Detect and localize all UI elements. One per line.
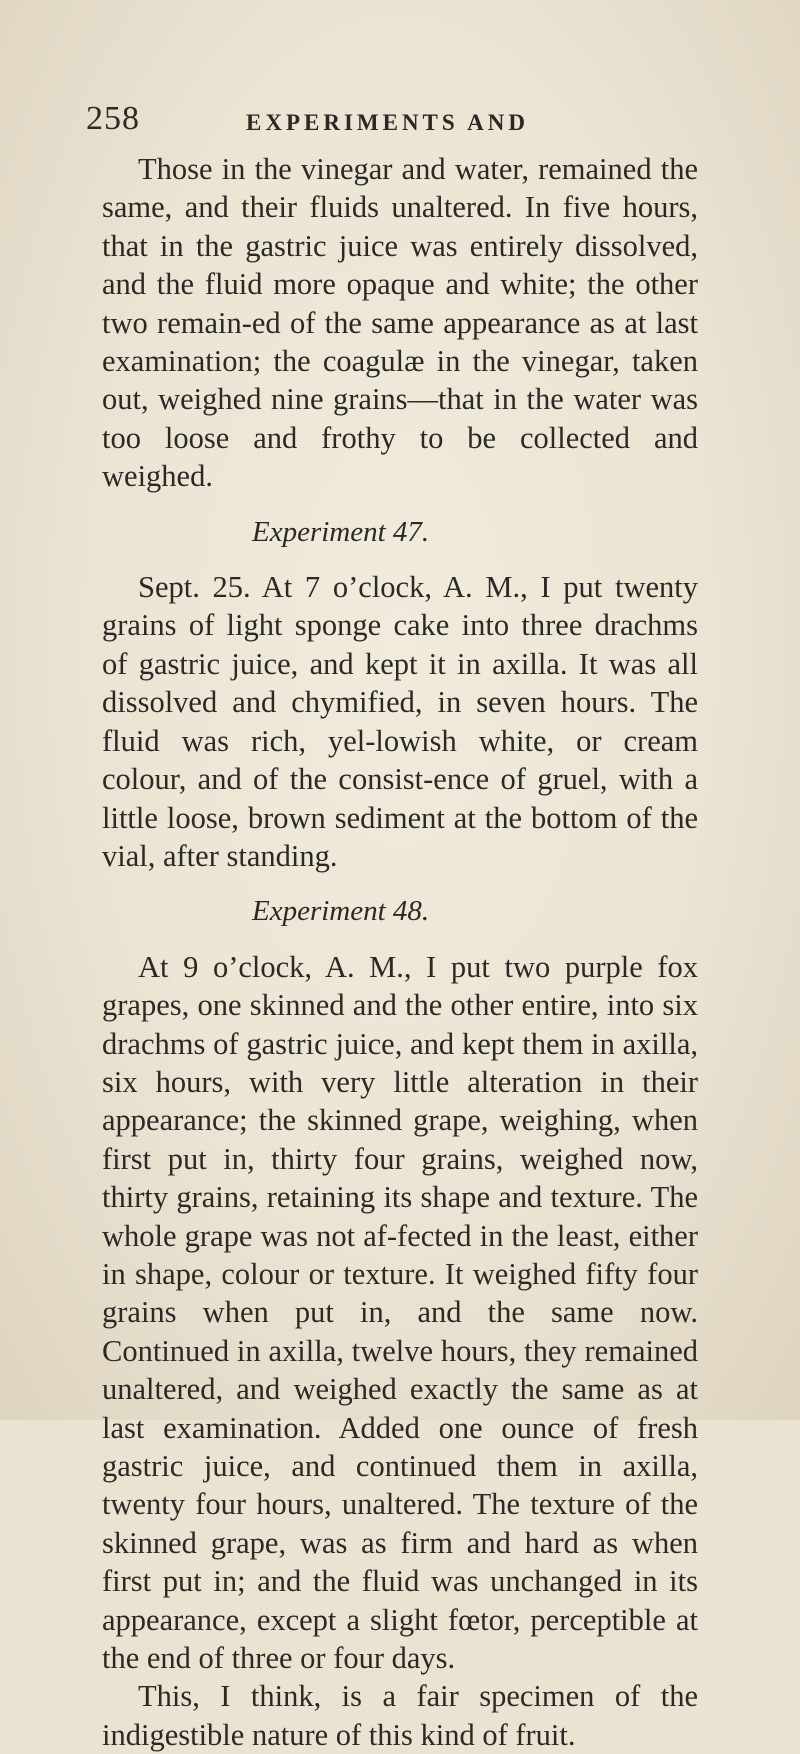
paragraph-1: Those in the vinegar and water, remained the same, and their fluids unaltered. In five hours, that in the gastric juice was entirely dissolved, and the fluid more opaque and white; the other two remain-ed of the same appearance as at last examination; the coagulæ in the vinegar, taken out, weighed nine grains—that in the water was too loose and frothy to be collected and weighed. bbox=[102, 152, 698, 494]
experiment-47-heading: Experiment 47. bbox=[252, 515, 430, 548]
paragraph-4: This, I think, is a fair specimen of the indigestible nature of this kind of fruit. bbox=[102, 1679, 698, 1752]
running-head: EXPERIMENTS AND bbox=[246, 110, 530, 135]
paragraph-2: Sept. 25. At 7 o’clock, A. M., I put twenty grains of light sponge cake into three drachms of gastric juice, and kept it in axilla. It was all dissolved and chymified, in seven hours. The fluid was rich, yel-lowish white, or cream colour, and of the consist-ence of gruel, with a little loose, brown sediment at the bottom of the vial, after standing. bbox=[102, 570, 698, 873]
paragraph-3: At 9 o’clock, A. M., I put two purple fox grapes, one skinned and the other entire, into six drachms of gastric juice, and kept them in axilla, six hours, with very little alteration in their appearance; the skinned grape, weighing, when first put in, thirty four grains, weighed now, thirty grains, retaining its shape and texture. The whole grape was not af-fected in the least, either in shape, colour or texture. It weighed fifty four grains when put in, and the same now. Continued in axilla, twelve hours, they remained unaltered, and weighed exactly the same as at last examination. Added one ounce of fresh gastric juice, and continued them in axilla, twenty four hours, unaltered. The texture of the skinned grape, was as firm and hard as when first put in; and the fluid was unchanged in its appearance, except a slight fœtor, perceptible at the end of three or four days. bbox=[102, 949, 698, 1676]
experiment-48-heading: Experiment 48. bbox=[252, 895, 430, 928]
body-text bbox=[102, 150, 698, 1754]
page-number: 258 bbox=[86, 100, 140, 137]
page-header bbox=[86, 100, 700, 140]
